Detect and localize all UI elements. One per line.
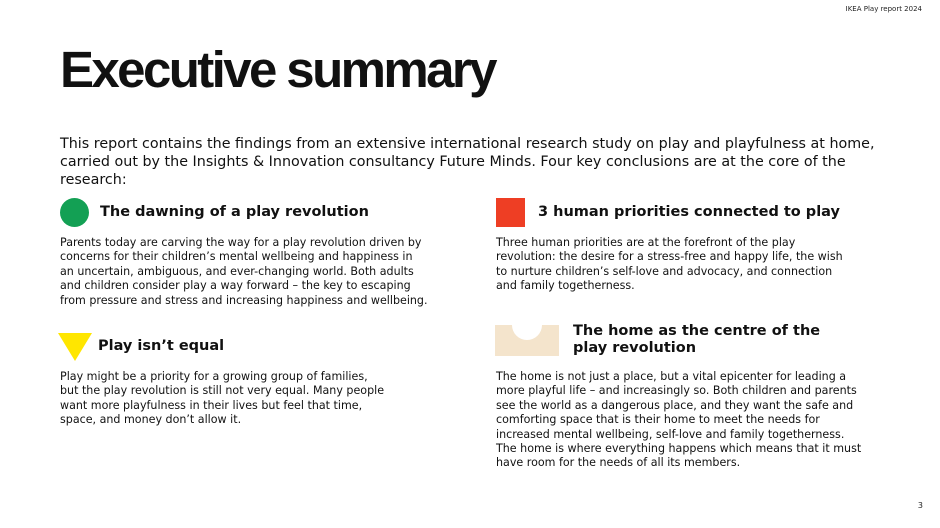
conclusion-2-body: Three human priorities are at the forefront of the play revolution: the desire for a stress-free and happy life, the wish to nurture children’s self-love and advocacy, and connection and family togetherness. (496, 236, 843, 293)
conclusion-1-heading: The dawning of a play revolution (100, 204, 369, 220)
green-circle-icon (60, 198, 89, 227)
report-label: IKEA Play report 2024 (845, 5, 922, 13)
conclusion-1-body: Parents today are carving the way for a play revolution driven by concerns for their children’s mental wellbeing and happiness in an uncertain, ambiguous, and ever-changing world. Both adults and children consider play a way forward – the key to escaping from pressure and stress and increasing happiness and wellbeing. (60, 236, 428, 307)
conclusion-3-body: Play might be a priority for a growing group of families, but the play revolution is still not very equal. Many people want more playfulness in their lives but feel that time, space, and money don’t allow it. (60, 370, 385, 427)
yellow-triangle-icon (58, 333, 92, 361)
page-title: Executive summary (60, 41, 495, 98)
page-number: 3 (917, 501, 923, 510)
conclusion-4-body: The home is not just a place, but a vital epicenter for leading a more playful life – and increasingly so. Both children and parents see the world as a dangerous place, and they want the safe and comforting space that is their home to meet the needs for increased mental wellbeing, self-love and family togetherness. The home is where everything happens which means that it must have room for the needs of all its members. (496, 370, 862, 470)
intro-paragraph: This report contains the findings from an extensive international research study on play and playfulness at home, carried out by the Insights & Innovation consultancy Future Minds. Four key conclusions are at the core of the research: (60, 136, 875, 188)
red-square-icon (496, 198, 525, 227)
conclusion-3-heading: Play isn’t equal (98, 338, 225, 354)
conclusion-2-heading: 3 human priorities connected to play (538, 204, 840, 220)
beige-arch-icon (495, 325, 559, 356)
conclusion-4-heading: The home as the centre of the play revolution (573, 323, 821, 356)
